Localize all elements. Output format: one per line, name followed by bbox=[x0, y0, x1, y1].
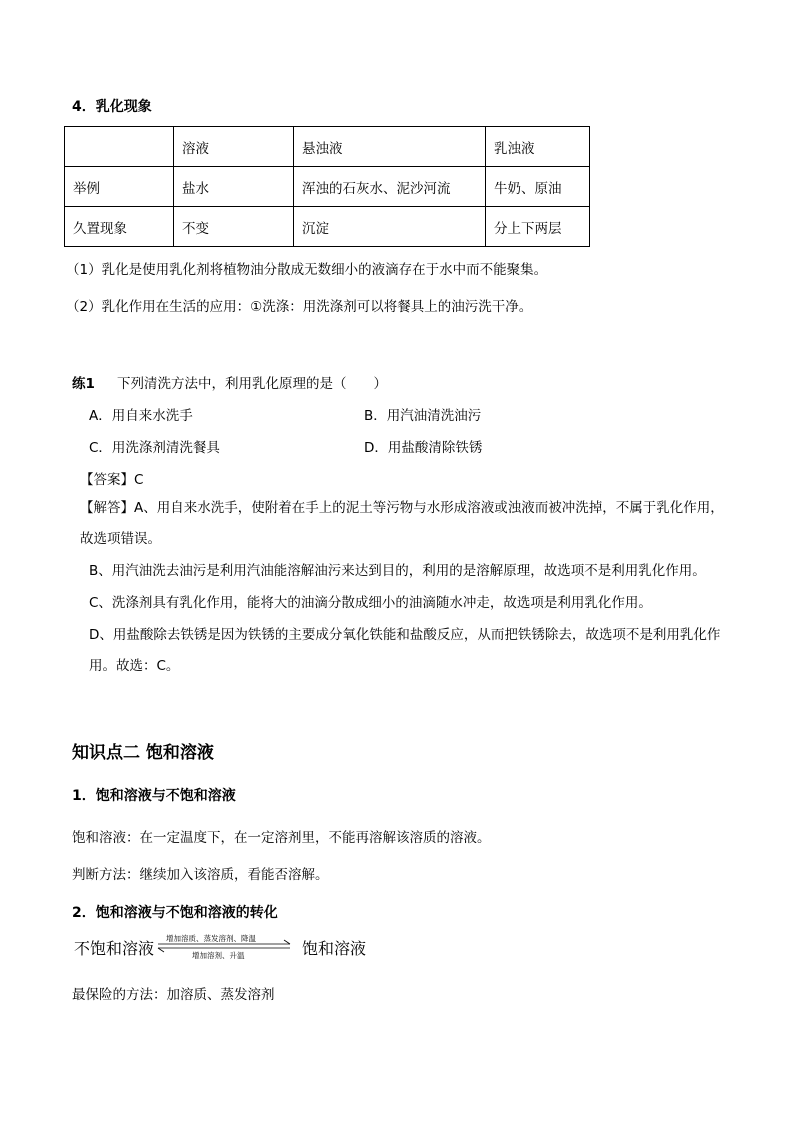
subsection-title: 2．饱和溶液与不饱和溶液的转化 bbox=[72, 905, 278, 921]
note-line: （2）乳化作用在生活的应用：①洗涤：用洗涤剂可以将餐具上的油污洗干净。 bbox=[66, 299, 533, 315]
analysis-d: D、用盐酸除去铁锈是因为铁锈的主要成分氧化铁能和盐酸反应，从而把铁锈除去，故选项不是利用乳化作用。故选：C。 bbox=[89, 627, 721, 674]
comparison-table bbox=[64, 126, 590, 247]
table-header-cell: 悬浊液 bbox=[294, 127, 486, 167]
answer-line: 【答案】C bbox=[80, 472, 144, 488]
table-cell: 浑浊的石灰水、泥沙河流 bbox=[294, 167, 486, 207]
analysis-c: C、洗涤剂具有乳化作用，能将大的油滴分散成细小的油滴随水冲走，故选项是利用乳化作用。 bbox=[89, 595, 652, 611]
section-heading: 知识点二 饱和溶液 bbox=[72, 743, 214, 763]
backward-condition: 增加溶剂、升温 bbox=[192, 951, 245, 960]
table-row bbox=[65, 207, 590, 247]
note-line: （1）乳化是使用乳化剂将植物油分散成无数细小的液滴存在于水中而不能聚集。 bbox=[66, 262, 548, 278]
analysis-a-text: 【解答】A、用自来水洗手，使附着在手上的泥土等污物与水形成溶液或浊液而被冲洗掉，不属于乳化作用，故选项错误。 bbox=[80, 500, 724, 547]
table-cell: 举例 bbox=[65, 167, 174, 207]
forward-condition: 增加溶质、蒸发溶剂、降温 bbox=[166, 934, 256, 943]
saturated-label: 饱和溶液 bbox=[302, 939, 367, 958]
table-cell: 沉淀 bbox=[294, 207, 486, 247]
table-cell: 盐水 bbox=[174, 167, 294, 207]
exercise-label: 练1 bbox=[72, 376, 95, 392]
subsection-title: 1．饱和溶液与不饱和溶液 bbox=[72, 788, 236, 804]
section-title: 4．乳化现象 bbox=[72, 99, 152, 115]
option-a: A．用自来水洗手 bbox=[89, 408, 193, 424]
table-header-cell bbox=[65, 127, 174, 167]
table-row bbox=[65, 167, 590, 207]
table-cell: 不变 bbox=[174, 207, 294, 247]
option-d: D．用盐酸清除铁锈 bbox=[364, 440, 483, 456]
table-cell: 久置现象 bbox=[65, 207, 174, 247]
option-b: B．用汽油清洗油污 bbox=[364, 408, 482, 424]
table-cell: 牛奶、原油 bbox=[486, 167, 590, 207]
table-header-cell: 乳浊液 bbox=[486, 127, 590, 167]
analysis-a bbox=[80, 493, 730, 555]
table-cell: 分上下两层 bbox=[486, 207, 590, 247]
option-c: C．用洗涤剂清洗餐具 bbox=[89, 440, 220, 456]
analysis-b: B、用汽油洗去油污是利用汽油能溶解油污来达到目的，利用的是溶解原理，故选项不是利用乳化作用。 bbox=[89, 563, 706, 579]
exercise-question: 下列清洗方法中，利用乳化原理的是（ ） bbox=[117, 376, 387, 392]
method-text: 判断方法：继续加入该溶质，看能否溶解。 bbox=[72, 867, 329, 883]
safest-method-text: 最保险的方法：加溶质、蒸发溶剂 bbox=[72, 987, 275, 1003]
unsaturated-label: 不饱和溶液 bbox=[74, 939, 155, 958]
table-header-row bbox=[65, 127, 590, 167]
definition-text: 饱和溶液：在一定温度下，在一定溶剂里，不能再溶解该溶质的溶液。 bbox=[72, 830, 491, 846]
table-header-cell: 溶液 bbox=[174, 127, 294, 167]
